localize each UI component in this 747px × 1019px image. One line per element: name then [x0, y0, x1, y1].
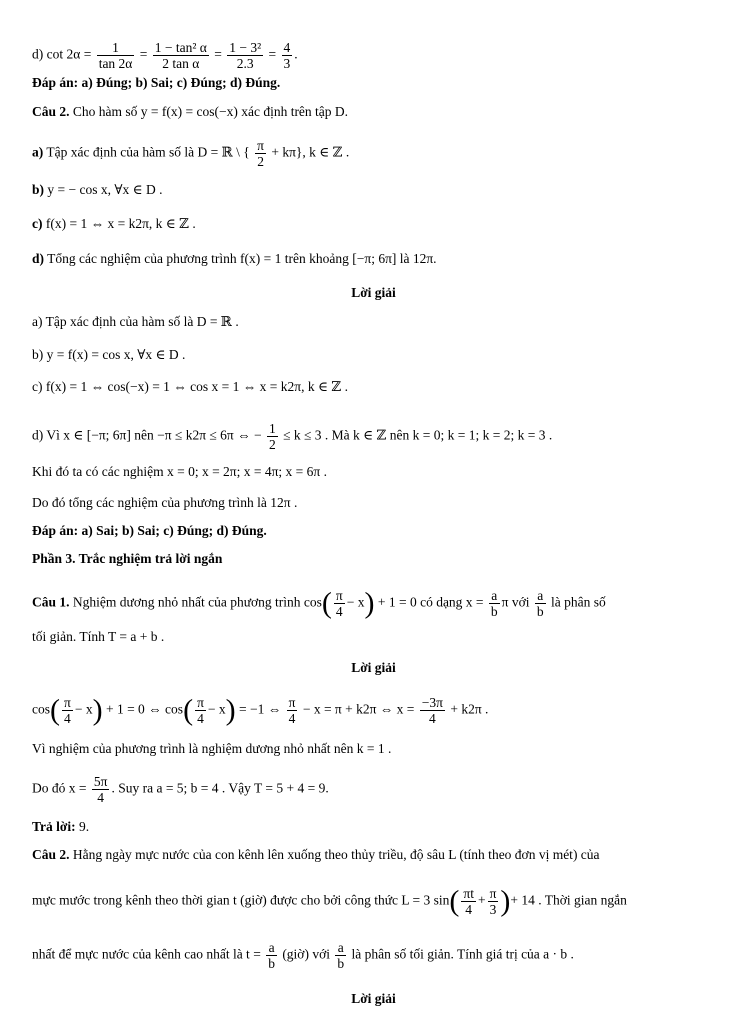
solution-result: Do đó x = $\frac{5\pi}{4}$ . Suy ra a = 5; b = 4 . Vậy T = 5 + 4 = 9.	[32, 774, 329, 805]
solution-b: b) y = f(x) = cos x, ∀x ∈ D .	[32, 347, 186, 362]
statement-c: c) f(x) = 1 ⇔ x = k2π, k ∈ ℤ .	[32, 216, 196, 231]
fraction: $\frac{1}{\tan 2\alpha}$	[98, 40, 133, 71]
fraction: $\frac{\pi}{4}$	[64, 695, 71, 726]
item-label: c)	[32, 216, 43, 231]
fraction: $\frac{-3\pi}{4}$	[421, 695, 443, 726]
fraction: $\frac{a}{b}$	[268, 940, 275, 971]
solution-a: a) Tập xác định của hàm số là D = ℝ .	[32, 314, 239, 329]
fraction: $\frac{\pi}{4}$	[335, 588, 343, 619]
statement-d: d) Tổng các nghiệm của phương trình f(x) = 1 trên khoảng [−π; 6π] là 12π.	[32, 251, 437, 266]
fraction: $\frac{\text{1 − 3²}}{2.3}$	[229, 40, 262, 71]
statement-b: b) y = − cos x, ∀x ∈ D .	[32, 182, 163, 197]
solution-heading: Lời giải	[351, 660, 396, 675]
solution-heading: Lời giải	[351, 991, 396, 1006]
question-2b: Câu 2. Hằng ngày mực nước của con kênh lên xuống theo thủy triều, độ sâu L (tính theo đơn vị mét) của	[32, 847, 600, 862]
item-label: d)	[32, 251, 45, 266]
answer-line: Đáp án: a) Đúng; b) Sai; c) Đúng; d) Đúng.	[32, 75, 281, 90]
solution-k: Vì nghiệm của phương trình là nghiệm dương nhỏ nhất nên k = 1 .	[32, 741, 392, 756]
fraction: $\frac{a}{b}$	[490, 588, 498, 619]
item-label: b)	[32, 182, 45, 197]
fraction: $\frac{4}{3}$	[283, 40, 291, 71]
solution-equation: cos( $\frac{\pi}{4}$ − x) + 1 = 0 ⇔ cos( $\frac{\pi}{4}$ − x) = −1 ⇔ $\frac{\pi}{4}$ − x = π + k2π ⇔ x = $\frac{-3\pi}{4}$ + k2π .	[32, 693, 489, 727]
question-1-cont: tối giản. Tính T = a + b .	[32, 629, 165, 644]
question-2b-ask: nhất để mực nước của kênh cao nhất là t = $\frac{a}{b}$ (giờ) với $\frac{a}{b}$ là phân số tối giản. Tính giá trị của a · b .	[32, 940, 574, 971]
question-label: Câu 1.	[32, 594, 70, 610]
answer-line: Đáp án: a) Sai; b) Sai; c) Đúng; d) Đúng.	[32, 523, 267, 538]
solution-sum: Do đó tổng các nghiệm của phương trình là 12π .	[32, 495, 298, 510]
fraction: $\frac{\pi}{4}$	[288, 695, 296, 726]
fraction: $\frac{a}{b}$	[536, 588, 544, 619]
fraction: $\frac{1}{2}$	[268, 421, 276, 452]
statement-a: a) Tập xác định của hàm số là D = ℝ \ { $\frac{\pi}{2}$ + kπ}, k ∈ ℤ .	[32, 138, 350, 169]
solution-roots: Khi đó ta có các nghiệm x = 0; x = 2π; x = 4π; x = 6π .	[32, 464, 327, 479]
fraction: $\frac{\text{1 − tan² α}}{\text{2 tan α}}$	[154, 40, 207, 71]
fraction: $\frac{\pi}{2}$	[257, 138, 264, 169]
answer-line: Trả lời: 9.	[32, 819, 90, 834]
answer-label: Trả lời:	[32, 819, 76, 834]
question-1: Câu 1. Nghiệm dương nhỏ nhất của phương trình cos( $\frac{\pi}{4}$ − x) + 1 = 0 có dạng x = $\frac{a}{b}$ π với $\frac{a}{b}$ là phân số	[32, 586, 606, 620]
item-label: d)	[32, 46, 44, 62]
fraction: $\frac{\pi}{4}$	[197, 695, 204, 726]
section-heading: Phần 3. Trắc nghiệm trả lời ngắn	[32, 551, 223, 566]
fraction: $\frac{a}{b}$	[337, 940, 345, 971]
solution-c: c) f(x) = 1 ⇔ cos(−x) = 1 ⇔ cos x = 1 ⇔ x = k2π, k ∈ ℤ .	[32, 379, 348, 394]
fraction: $\frac{5\pi}{4}$	[93, 774, 108, 805]
fraction: $\frac{\pi}{3}$	[489, 886, 497, 917]
solution-heading: Lời giải	[351, 285, 396, 300]
question-2b-formula: mực mước trong kênh theo thời gian t (giờ) được cho bởi công thức L = 3 sin( $\frac{\pi t}{4}$ + $\frac{\pi}{3}$ )+ 14 . Thời gian ngắn	[32, 884, 627, 918]
item-label: a)	[32, 144, 44, 160]
question-label: Câu 2.	[32, 847, 70, 862]
question-label: Câu 2.	[32, 104, 70, 119]
line-cot-formula: d) cot 2α = $\frac{1}{\tan 2\alpha}$ = $\frac{\text{1 − tan² α}}{\text{2 tan α}}$ = $\frac{\text{1 − 3²}}{2.3}$ = $\frac{4}{3}$ .	[32, 40, 298, 71]
fraction: $\frac{\pi t}{4}$	[463, 886, 474, 917]
solution-d: d) Vì x ∈ [−π; 6π] nên −π ≤ k2π ≤ 6π ⇔ − $\frac{1}{2}$ ≤ k ≤ 3 . Mà k ∈ ℤ nên k = 0; k = 1; k = 2; k = 3 .	[32, 421, 553, 452]
question-2: Câu 2. Cho hàm số y = f(x) = cos(−x) xác định trên tập D.	[32, 104, 349, 119]
